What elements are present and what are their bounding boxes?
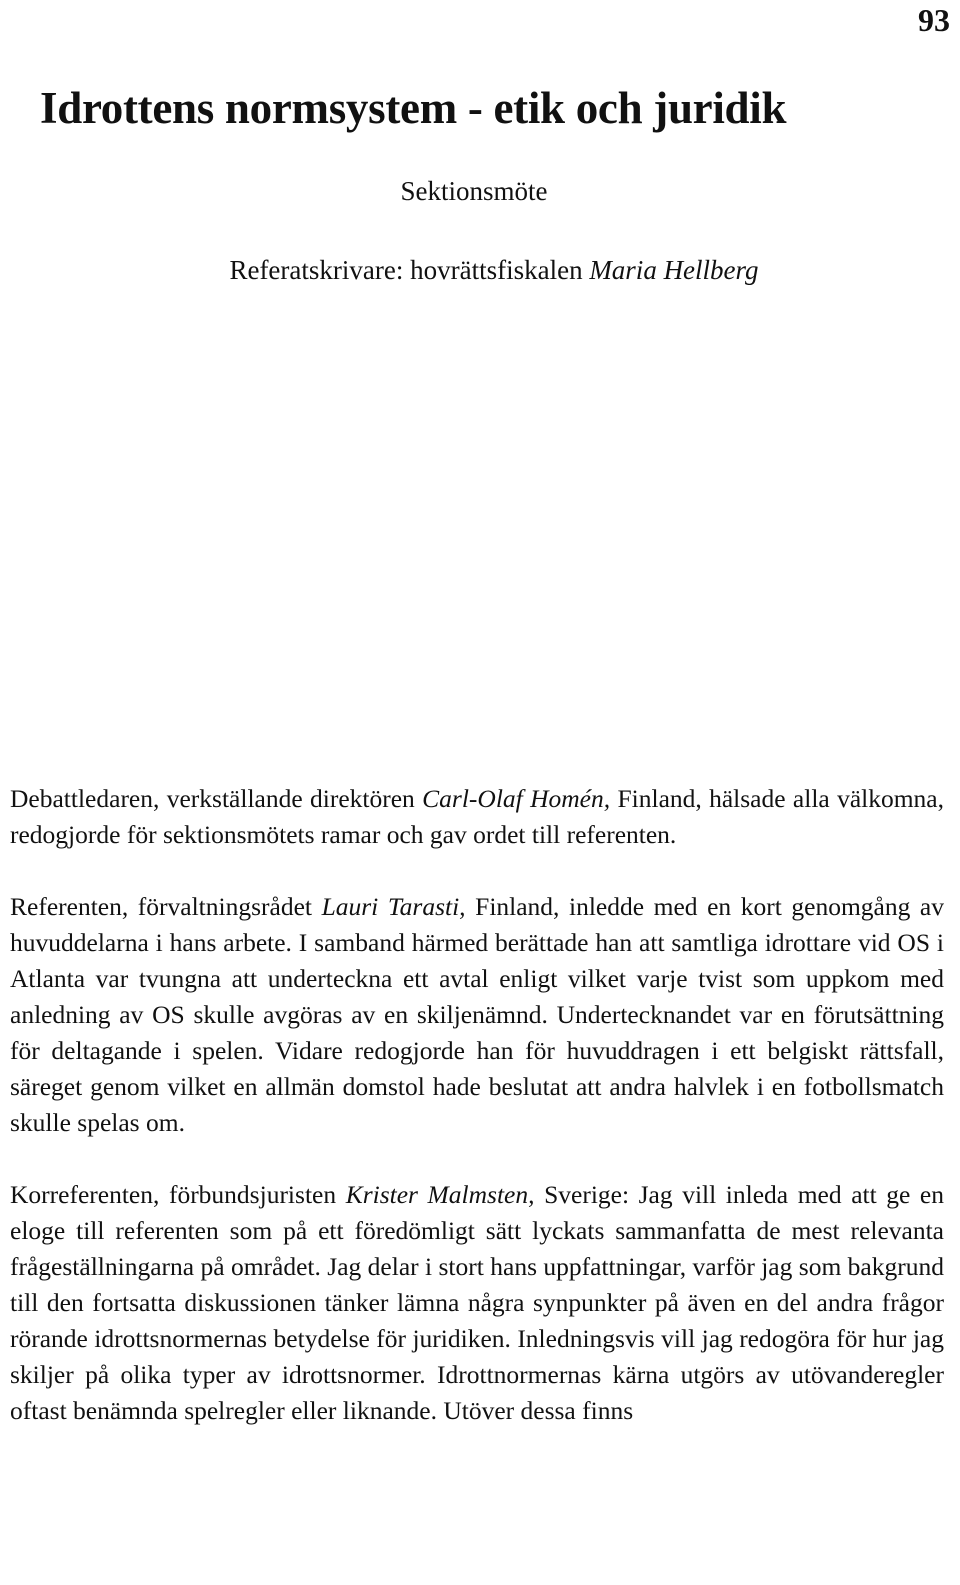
paragraph-2-text: Finland, inledde med en kort genomgång av huvuddelarna i hans arbete. I samband härmed berättade han att samtliga idrottare vid OS i Atlanta var tvungna att underteckna ett avtal enligt vilket varje tvist som uppkom med anledning av OS skulle avgöras av en skiljenämnd. Undertecknandet var en förutsättning för deltagande i spelen. Vidare redogjorde han för huvuddragen i ett belgiskt rättsfall, säreget genom vilket en allmän domstol hade beslutat att andra halvlek i en fotbollsmatch skulle spelas om.: [10, 892, 944, 1137]
reporter-name: Maria Hellberg: [589, 255, 759, 285]
person-name: Lauri Tarasti,: [321, 892, 466, 921]
paragraph-1: [10, 781, 944, 853]
paragraph-3-intro: Korreferenten, förbundsjuristen: [10, 1180, 346, 1209]
paragraph-2: [10, 889, 944, 1141]
paragraph-3-text: Sverige: Jag vill inleda med att ge en eloge till referenten som på ett föredömligt sätt lyckats sammanfatta de mest relevanta frågeställningarna på området. Jag delar i stort hans uppfattningar, varför jag som bakgrund till den fortsatta diskussionen tänker lämna några synpunkter på även en del andra frågor rörande idrottsnormernas betydelse för juridiken. Inledningsvis vill jag redogöra för hur jag skiljer på olika typer av idrottsnormer. Idrottnormernas kärna utgörs av utövanderegler oftast benämnda spelregler eller liknande. Utöver dessa finns: [10, 1180, 944, 1425]
paragraph-3: [10, 1177, 944, 1429]
body-text: [10, 781, 944, 1429]
paragraph-1-intro: Debattledaren, verkställande direktören: [10, 784, 423, 813]
person-name: Carl-Olaf Homén,: [422, 784, 611, 813]
page-number: 93: [918, 2, 950, 38]
paragraph-2-intro: Referenten, förvaltningsrådet: [10, 892, 322, 921]
page-title: Idrottens normsystem - etik och juridik: [40, 83, 787, 133]
reporter-label: Referatskrivare: hovrättsfiskalen: [229, 255, 583, 285]
person-name: Krister Malmsten,: [345, 1180, 535, 1209]
section-subtitle: Sektionsmöte: [400, 176, 548, 206]
reporter-line: [0, 255, 960, 286]
paragraph-1-text: Finland, hälsade alla välkomna, redogjorde för sektionsmötets ramar och gav ordet till referenten.: [10, 784, 945, 849]
